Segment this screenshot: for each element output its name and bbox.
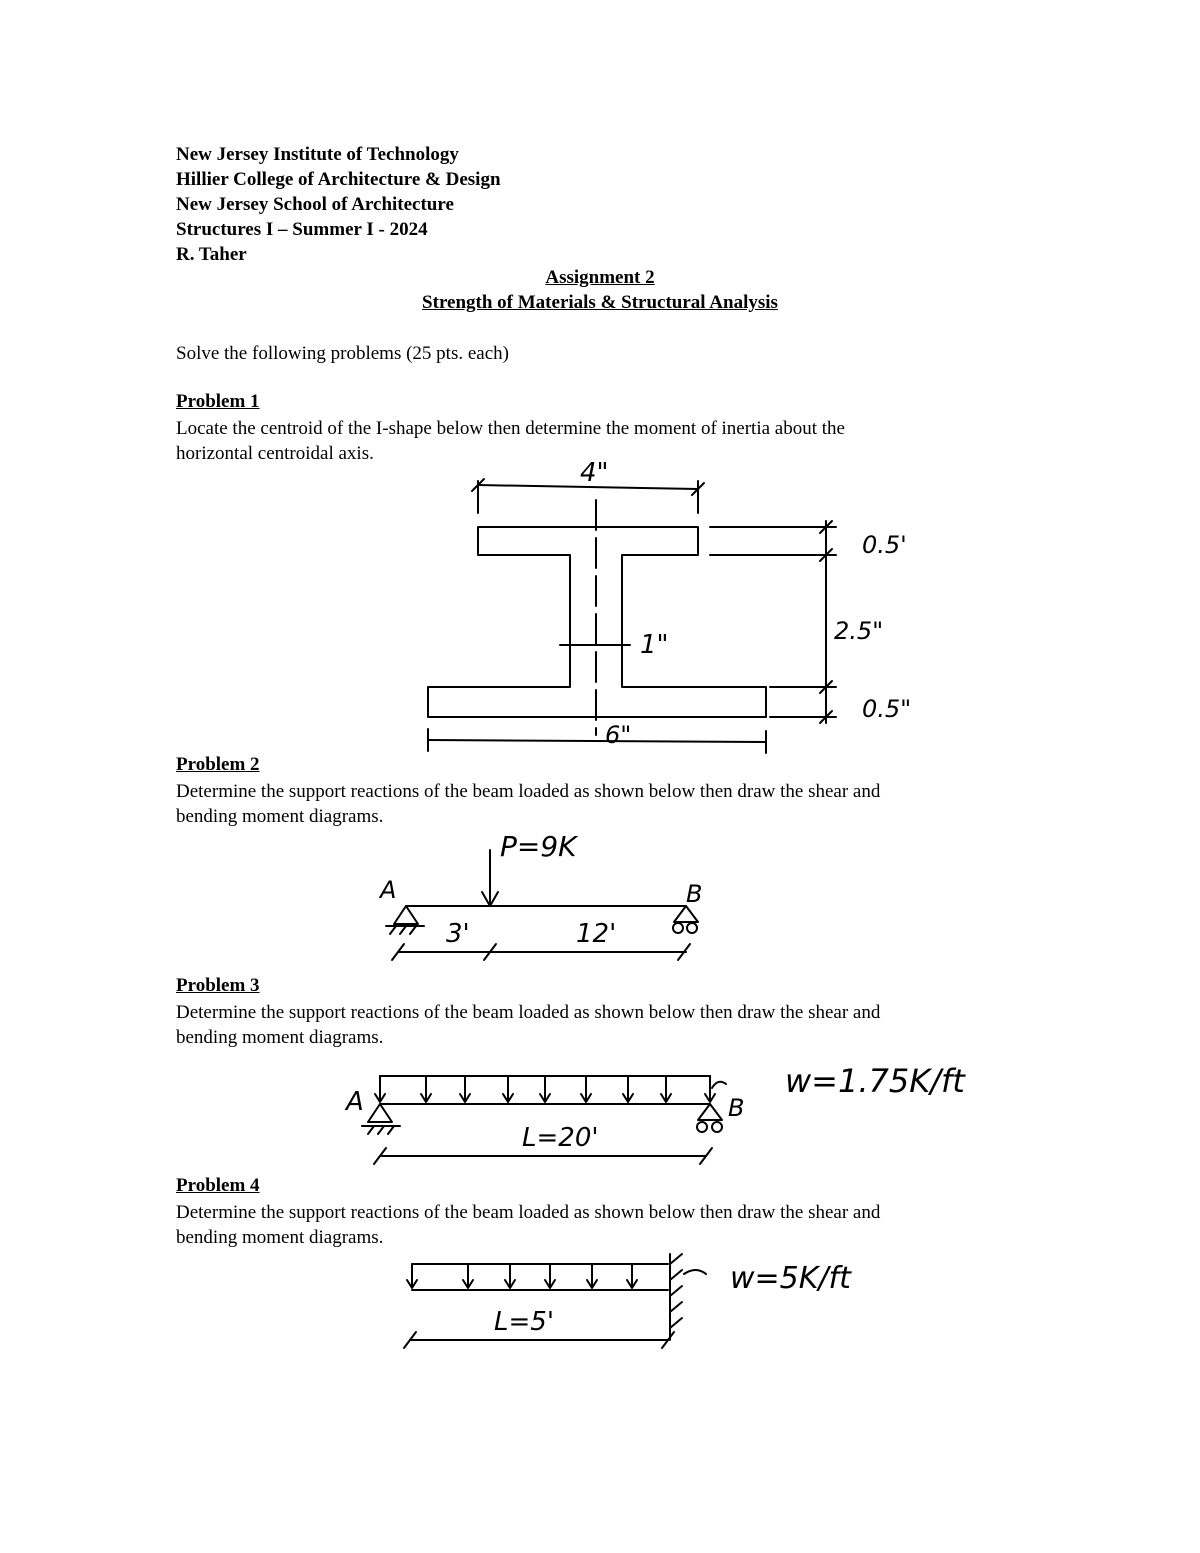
span-label: L=20' <box>522 1123 599 1153</box>
hatch <box>368 1126 374 1134</box>
bottom-width-label: 6" <box>605 721 632 749</box>
support-b-label: B <box>686 880 703 908</box>
pin-support-a <box>394 906 418 924</box>
instructor-name: R. Taher <box>176 244 247 265</box>
instructions-text: Solve the following problems (25 pts. each) <box>176 343 509 364</box>
hatch <box>388 1126 394 1134</box>
load-leader <box>712 1082 726 1088</box>
load-leader <box>684 1270 706 1274</box>
course-name: Structures I – Summer I - 2024 <box>176 219 428 240</box>
span-1-label: 3' <box>446 919 470 949</box>
hatch <box>390 926 396 934</box>
problem-4-text-line2: bending moment diagrams. <box>176 1227 384 1248</box>
roller-wheel <box>687 923 697 933</box>
roller-support-b <box>698 1104 722 1120</box>
load-arrows <box>375 1076 715 1102</box>
web-height-label: 2.5" <box>834 617 884 645</box>
problem-3-beam-figure <box>340 1060 1020 1175</box>
support-a-label: A <box>380 876 397 904</box>
hatch <box>410 926 416 934</box>
roller-wheel <box>673 923 683 933</box>
problem-2-text-line2: bending moment diagrams. <box>176 806 384 827</box>
roller-wheel <box>712 1122 722 1132</box>
span-2-label: 12' <box>576 919 617 949</box>
problem-2-heading: Problem 2 <box>176 754 260 775</box>
problem-1-heading: Problem 1 <box>176 391 260 412</box>
problem-3-heading: Problem 3 <box>176 975 260 996</box>
problem-1-text-line2: horizontal centroidal axis. <box>176 443 374 464</box>
assignment-title: Assignment 2 <box>545 267 655 288</box>
problem-4-beam-figure <box>400 1250 890 1355</box>
school-name: New Jersey School of Architecture <box>176 194 454 215</box>
pin-support-a <box>368 1104 392 1122</box>
problem-1-text-line1: Locate the centroid of the I-shape below then determine the moment of inertia about the <box>176 418 845 439</box>
bottom-flange-label: 0.5" <box>862 695 912 723</box>
web-width-label: 1" <box>640 630 669 660</box>
distributed-load-label: w=1.75K/ft <box>785 1062 965 1100</box>
institution-name: New Jersey Institute of Technology <box>176 144 459 165</box>
college-name: Hillier College of Architecture & Design <box>176 169 501 190</box>
hatch <box>378 1126 384 1134</box>
span-label: L=5' <box>494 1307 554 1337</box>
roller-wheel <box>697 1122 707 1132</box>
roller-support-b <box>674 906 698 922</box>
problem-4-text-line1: Determine the support reactions of the beam loaded as shown below then draw the shear and <box>176 1202 881 1223</box>
support-a-label: A <box>346 1087 364 1117</box>
load-arrows <box>407 1264 637 1288</box>
problem-2-text-line1: Determine the support reactions of the beam loaded as shown below then draw the shear and <box>176 781 881 802</box>
problem-4-heading: Problem 4 <box>176 1175 260 1196</box>
i-shape-figure <box>400 455 960 760</box>
problem-2-beam-figure <box>370 828 730 968</box>
support-b-label: B <box>728 1094 745 1122</box>
bottom-width-dim-line <box>428 740 766 742</box>
top-flange-label: 0.5' <box>862 531 907 559</box>
point-load-label: P=9K <box>500 830 577 863</box>
problem-3-text-line2: bending moment diagrams. <box>176 1027 384 1048</box>
problem-3-text-line1: Determine the support reactions of the beam loaded as shown below then draw the shear and <box>176 1002 881 1023</box>
distributed-load-label: w=5K/ft <box>730 1261 851 1296</box>
wall-hatch <box>670 1254 682 1328</box>
hatch <box>400 926 406 934</box>
assignment-subtitle: Strength of Materials & Structural Analysis <box>422 292 778 313</box>
top-width-label: 4" <box>580 458 609 488</box>
